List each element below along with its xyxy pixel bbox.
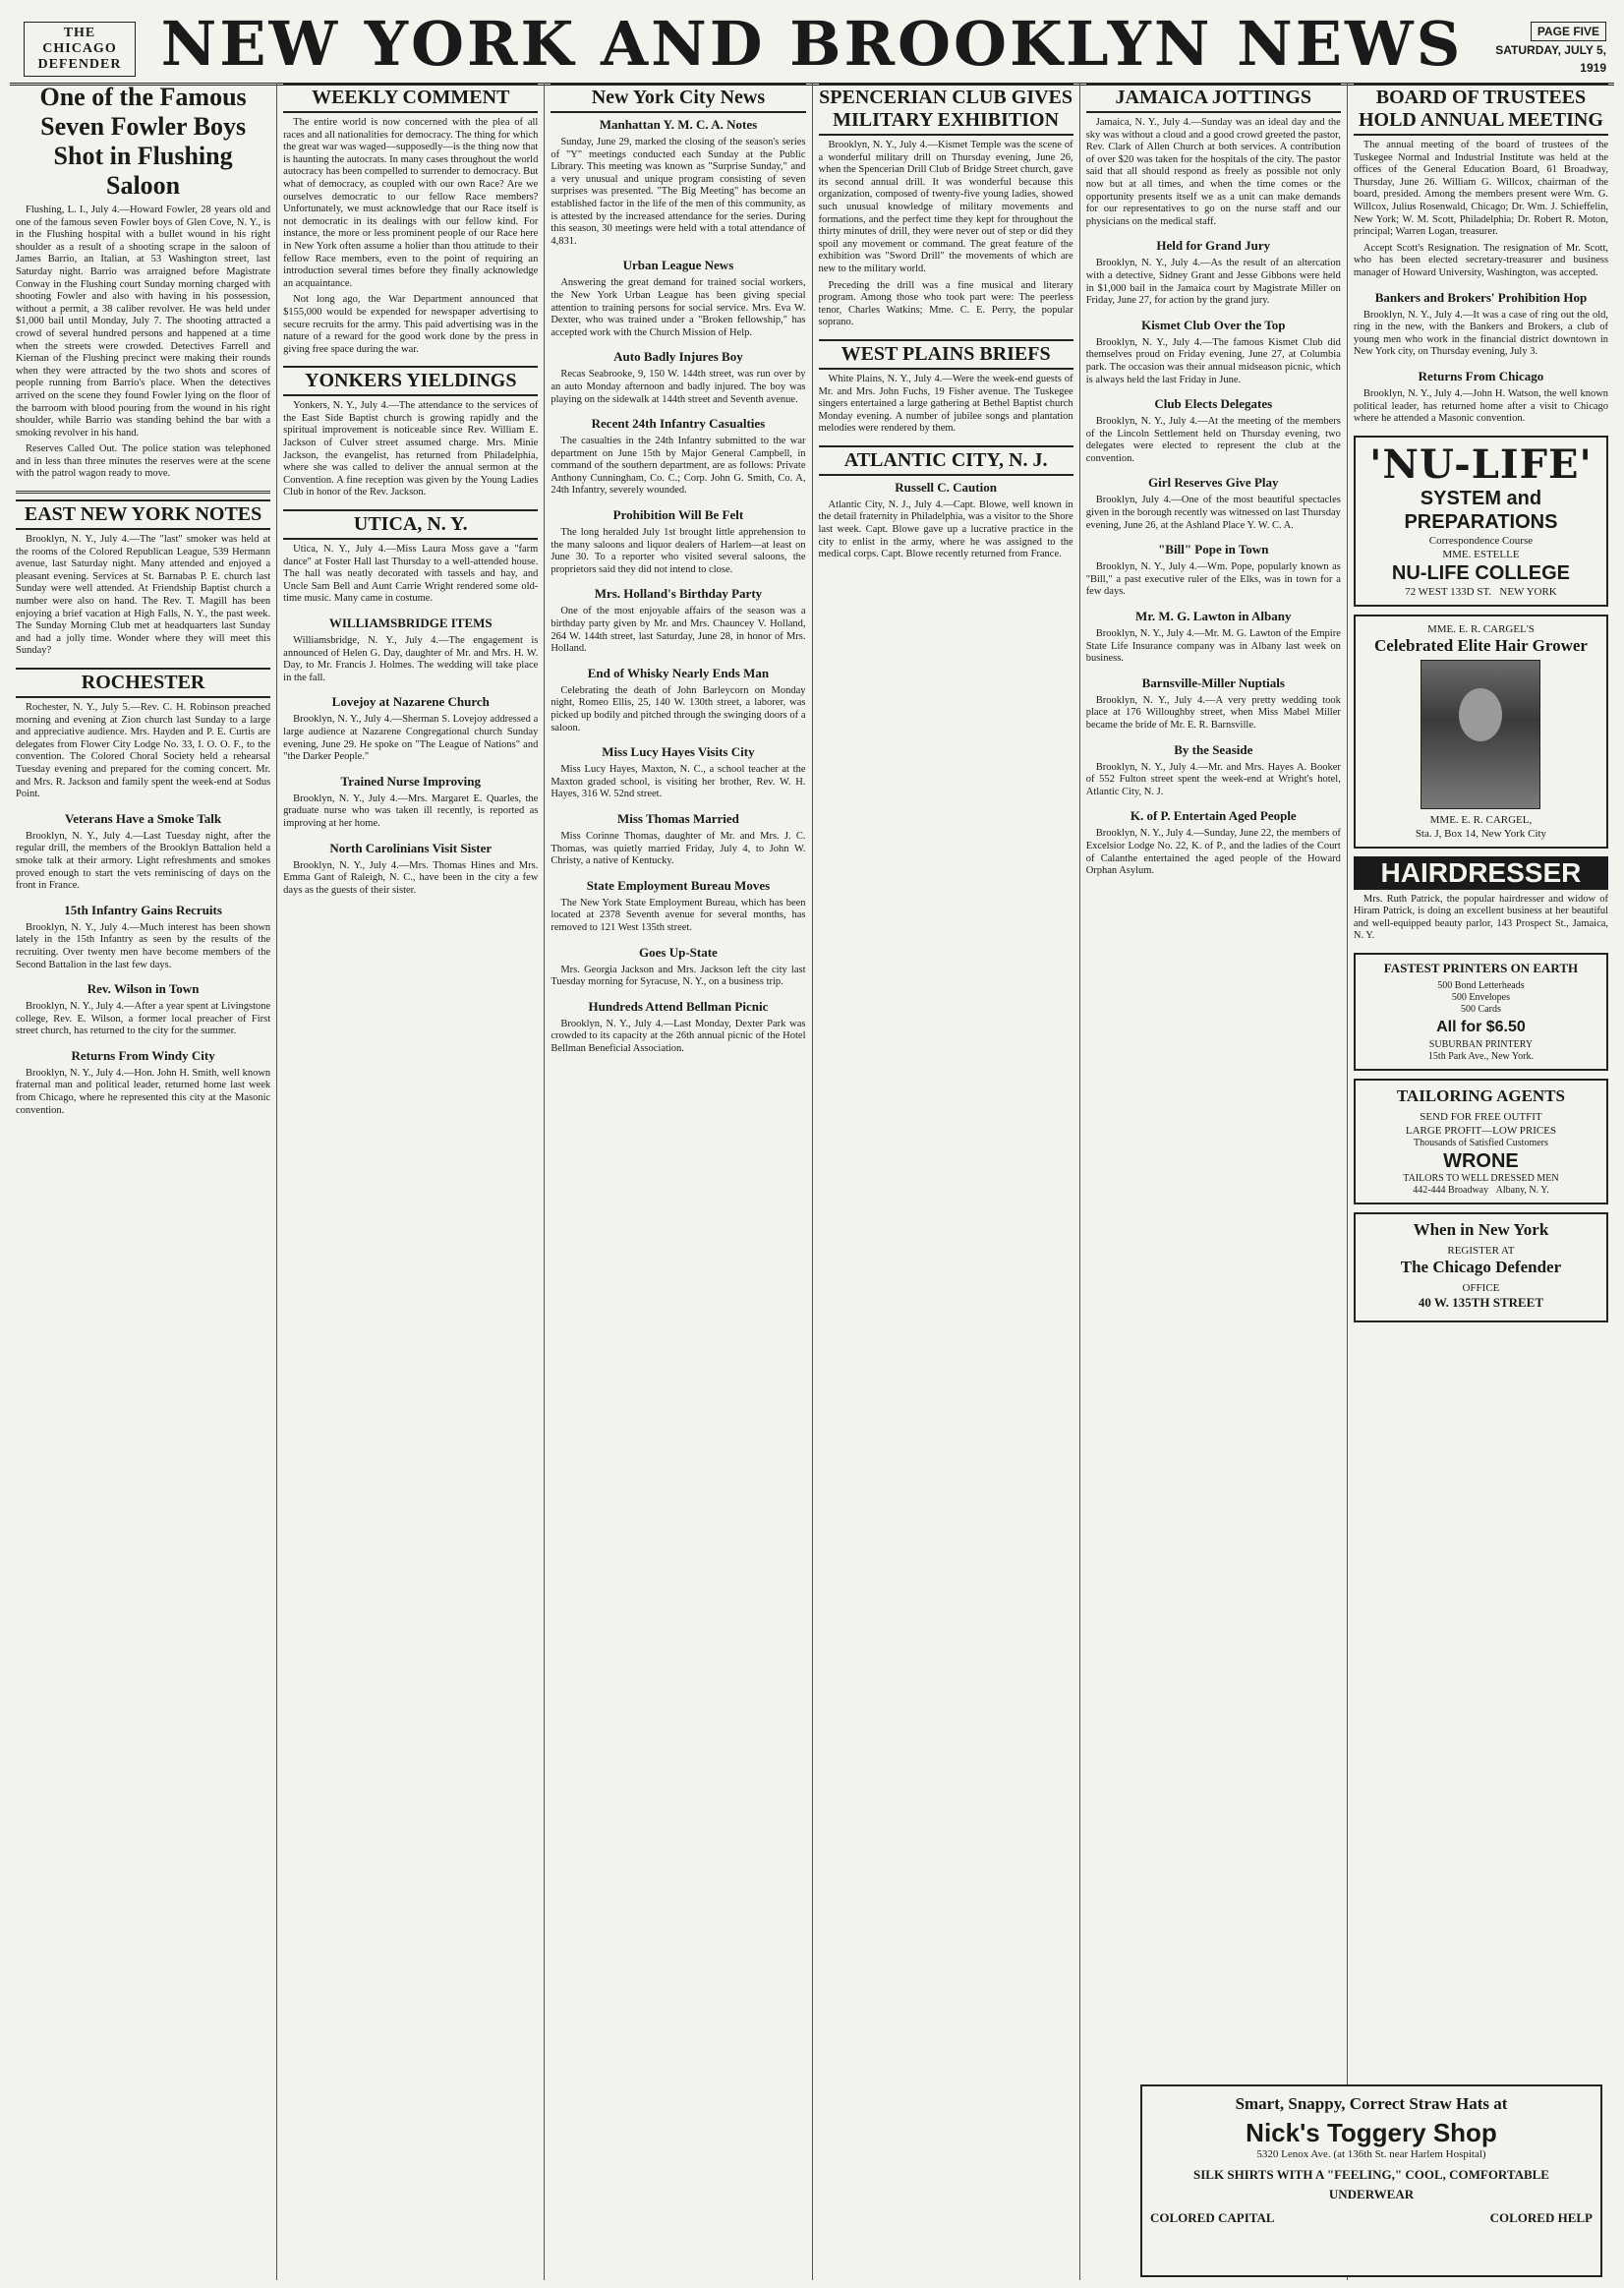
headline: One of the Famous Seven Fowler Boys Shot in Flushing Saloon	[39, 83, 247, 200]
headline: Auto Badly Injures Boy	[613, 349, 743, 365]
paragraph: The annual meeting of the board of trustees of the Tuskegee Normal and Industrial Institute was held at the offices of the General Education Board, 61 Broadway, Thursday, June 26. William G. Willcox, chairman of the board, presided. Among the members present were Wm. G. Willcox, Julius Rosenwald, Chicago; Dr. Wm. J. Schieffelin, New York; W. M. Scott, Philadelphia; Dr. Robert R. Moton, principal; Warren Logan, treasurer.	[1353, 140, 1609, 238]
paragraph: Brooklyn, N. Y., July 4.—As the result of an altercation with a detective, Sidney Grant and Jesse Gibbons were held in $1,000 bail in the Jamaica court by Magistrate Miller on Friday, June 27, for action by the grand jury.	[1085, 258, 1341, 307]
headline: WILLIAMSBRIDGE ITEMS	[328, 616, 493, 630]
headline: ATLANTIC CITY, N. J.	[819, 445, 1073, 476]
headline: WEST PLAINS BRIEFS	[819, 339, 1073, 370]
ad-brand: WRONE	[1443, 1150, 1519, 1173]
article	[1086, 83, 1341, 228]
paragraph: Brooklyn, N. Y., July 4.—After a year spent at Livingstone college, Rev. E. Wilson, a former local preacher of First street church, has returned to the city for the summer.	[16, 1001, 271, 1037]
headline: New York City News	[551, 83, 805, 113]
article	[283, 83, 538, 356]
ad-line: NU-LIFE COLLEGE	[1391, 561, 1570, 584]
paragraph: White Plains, N. Y., July 4.—Were the week-end guests of Mr. and Mrs. John Fuchs, 19 Fisher avenue. The Tuskegee singers entertained a large gathering at Bethel Baptist church Monday evening. A number of jubilee songs and plantation melodies were rendered by them.	[818, 373, 1073, 435]
article	[283, 616, 538, 684]
ad-line: MME. ESTELLE	[1442, 548, 1520, 560]
ad-address: 15th Park Ave., New York.	[1427, 1051, 1534, 1063]
headline: Returns From Chicago	[1418, 368, 1544, 383]
ad-head: TAILORING AGENTS	[1396, 1086, 1566, 1106]
paragraph: Brooklyn, N. Y., July 4.—The famous Kismet Club did themselves proud on Friday evening, June 27, at Columbia park. The occasion was their annual midseason picnic, which is always held the last Friday in June.	[1085, 336, 1341, 385]
ad-hairdresser	[1354, 856, 1608, 943]
paragraph: Brooklyn, N. Y., July 4.—The "last" smoker was held at the rooms of the Colored Republican League, 539 Hermann avenue, last Saturday night. Many attended and enjoyed a pleasant evening. Services at St. Barnabas P. E. church last Sunday were well attended. At Friendship Baptist church a number were also on hand. The Rev. T. Magill has been enjoying a brief vacation at High Falls, N. Y., the past week. The Sunday Morning Club met at headquarters last Sunday and had a jolly time. Wonder where they will meet this Sunday?	[16, 534, 271, 657]
headline: Barnsville-Miller Nuptials	[1141, 675, 1285, 690]
ad-city: NEW YORK	[1499, 585, 1557, 598]
divider	[16, 491, 270, 494]
headline: BOARD OF TRUSTEES HOLD ANNUAL MEETING	[1354, 83, 1608, 136]
paragraph: One of the most enjoyable affairs of the season was a birthday party given by Mr. and Mrs. Chauncey V. Holland, 264 W. 144th street, last Saturday, June 28, in honor of Mrs. Holland.	[551, 606, 806, 655]
headline: Bankers and Brokers' Prohibition Hop	[1374, 289, 1588, 305]
paragraph: The entire world is now concerned with the plea of all races and all nationalities for democracy. The thing for which the great war was waged—supposedly—is the thing now that is haunting the autocrats. In many cases throughout the world autocracy has been compelled to surrender to democracy. But what of democracy, as coupled with our own Race? Are we ourselves democratic to our fellow Race members? Unfortunately, we must acknowledge that our Race itself is not democratic in its dealings with our fellow kind. For instance, the more or less prominent people of our Race here in New York often assume a holier than thou attitude to their fellow Race members, even to the point of requiring an introduction several times before they finally acknowledge an acquaintance.	[283, 117, 539, 289]
article	[16, 1048, 270, 1117]
headline: Girl Reserves Give Play	[1148, 475, 1279, 491]
headline: Recent 24th Infantry Casualties	[591, 416, 766, 432]
article	[283, 841, 538, 898]
ad-line: 500 Bond Letterheads	[1437, 980, 1525, 992]
headline: By the Seaside	[1174, 741, 1253, 757]
ad-line: Correspondence Course	[1428, 534, 1534, 547]
paragraph: Brooklyn, July 4.—One of the most beautiful spectacles given in the borough recently was witnessed on last Thursday evening, June 26, at the Ashland Place Y. W. C. A.	[1085, 495, 1341, 531]
ad-city: Albany, N. Y.	[1495, 1185, 1549, 1197]
headline: Rev. Wilson in Town	[87, 981, 200, 997]
headline: North Carolinians Visit Sister	[329, 840, 493, 855]
paragraph: Brooklyn, N. Y., July 4.—John H. Watson, the well known political leader, has returned home after a visit to Chicago where he attended a Masonic convention.	[1353, 387, 1609, 425]
paragraph: Answering the great demand for trained social workers, the New York Urban League has been giving special attention to training persons for social service. Mrs. Eva W. Dexter, who was trained under a "Broken fellowship," has accepted work with the Church Mission of Help.	[551, 277, 806, 338]
article	[551, 811, 805, 868]
article	[1086, 675, 1341, 733]
headline: SPENCERIAN CLUB GIVES MILITARY EXHIBITION	[819, 83, 1073, 136]
ad-line: When in New York	[1413, 1220, 1549, 1240]
ad-head: FASTEST PRINTERS ON EARTH	[1383, 961, 1579, 976]
ad-cargel	[1354, 615, 1608, 849]
article	[551, 586, 805, 655]
ad-shop-name: Nick's Toggery Shop	[1246, 2118, 1497, 2147]
article	[1086, 238, 1341, 307]
paragraph: Atlantic City, N. J., July 4.—Capt. Blowe, well known in the detail fraternity in Philadelphia, was a visitor to the Shore last week. Capt. Blowe gave up a lucrative practice in the city to enlist in the army, where he was assigned to the medical corps. Capt. Blowe recently returned from France.	[818, 499, 1073, 560]
paragraph: Brooklyn, N. Y., July 4.—It was a case of ring out the old, ring in the new, with the Bankers and Brokers, a club of young men who work in the financial district downtown in New York city, on Thursday evening, July 3.	[1353, 309, 1609, 358]
headline: Goes Up-State	[639, 944, 718, 960]
article	[551, 999, 805, 1056]
headline: K. of P. Entertain Aged People	[1130, 808, 1297, 824]
ad-line: 40 W. 135TH STREET	[1418, 1295, 1544, 1311]
headline: 15th Infantry Gains Recruits	[64, 902, 222, 917]
headline: Club Elects Delegates	[1154, 396, 1273, 412]
page-title: NEW YORK AND BROOKLYN NEWS	[160, 8, 1464, 80]
column-5	[1080, 83, 1348, 2280]
ad-line: Smart, Snappy, Correct Straw Hats at	[1235, 2094, 1508, 2113]
headline: Mr. M. G. Lawton in Albany	[1135, 609, 1292, 624]
article	[283, 774, 538, 831]
column-4	[813, 83, 1080, 2280]
article	[16, 499, 270, 658]
paragraph: Brooklyn, N. Y., July 4.—Last Monday, Dexter Park was crowded to its capacity at the 26th annual picnic of the Hotel Bellman Beneficial Association.	[551, 1018, 806, 1054]
ad-line: TAILORS TO WELL DRESSED MEN	[1403, 1173, 1559, 1185]
article	[283, 509, 538, 606]
headline: JAMAICA JOTTINGS	[1086, 83, 1341, 113]
article	[1086, 742, 1341, 799]
ad-footer-right: COLORED HELP	[1489, 2210, 1593, 2225]
headline: End of Whisky Nearly Ends Man	[587, 665, 770, 680]
article	[551, 507, 805, 576]
headline: State Employment Bureau Moves	[586, 877, 771, 893]
article	[1086, 609, 1341, 666]
headline: Lovejoy at Nazarene Church	[331, 694, 490, 710]
ad-line: 500 Cards	[1461, 1004, 1501, 1016]
paragraph: The long heralded July 1st brought little apprehension to the many saloons and liquor dealers of Harlem—at least on June 30. To a reporter who visited several saloons, the proprietors said they did not intend to close.	[551, 527, 806, 575]
article	[551, 945, 805, 989]
paragraph: Recas Seabrooke, 9, 150 W. 144th street, was run over by an auto Monday afternoon and badly injured. The boy was playing on the sidewalk at 144th street and Seventh avenue.	[551, 369, 806, 405]
paragraph: Brooklyn, N. Y., July 4.—Much interest has been shown lately in the 15th Infantry as seen by the results of the recruiting. Over twenty men have become members of the Second Battalion in the last few days.	[16, 921, 271, 970]
article	[16, 811, 270, 893]
paragraph: Celebrating the death of John Barleycorn on Monday night, Romeo Ellis, 25, 140 W. 130th street, a laborer, was picked up bodily and pitched through the swinging doors of a saloon.	[551, 684, 806, 733]
paragraph: Rochester, N. Y., July 5.—Rev. C. H. Robinson preached morning and evening at Zion church last Sunday to a large and appreciative audience. Mrs. Hayden and P. E. Curtis are delegates from Flower City Lodge No. 33, I. O. O. F., to the convention. The Colored Choral Society held a rehearsal Tuesday evening and prepared for the coming concert. Mr. and Mrs. R. Jackson and family spent the week-end at Sodus Point.	[16, 702, 271, 800]
headline: Miss Thomas Married	[616, 810, 739, 826]
subheadline: Russell C. Caution	[895, 479, 997, 495]
headline: Returns From Windy City	[71, 1047, 215, 1063]
article	[551, 258, 805, 339]
ad-footer-left: COLORED CAPITAL	[1150, 2210, 1275, 2225]
ad-line: Thousands of Satisfied Customers	[1413, 1138, 1548, 1149]
ad-line: SILK SHIRTS WITH A "FEELING," COOL, COMFORTABLE	[1193, 2167, 1549, 2182]
masthead	[10, 6, 1614, 86]
headline: "Bill" Pope in Town	[1158, 542, 1269, 557]
article	[551, 878, 805, 935]
ad-head: HAIRDRESSER	[1354, 856, 1608, 890]
article	[551, 744, 805, 801]
paragraph: Yonkers, N. Y., July 4.—The attendance to the services of the East Side Baptist church is growing rapidly and the spiritual improvement is noticeable since Rev. William E. Jackson of Culver street assumed charge. Mrs. Minie Jackson, the evangelist, has returned from Philadelphia, where she was called to deliver the annual sermon at the Convention. A fine reception was given by the Young Ladies Club in honor of the Rev. Jackson.	[283, 400, 539, 499]
article	[1086, 475, 1341, 532]
paragraph: Reserves Called Out. The police station was telephoned and in less than three minutes the reserves were at the scene with the patrol wagon ready to move.	[16, 443, 271, 480]
column-2	[277, 83, 545, 2280]
columns	[10, 83, 1614, 2280]
headline: Held for Grand Jury	[1156, 238, 1271, 254]
issue-date: SATURDAY, JULY 5, 1919	[1495, 43, 1606, 75]
paragraph: Brooklyn, N. Y., July 4.—Sunday, June 22, the members of Excelsior Lodge No. 22, K. of P., and the ladies of the Court of Calanthe entertained the aged people of the Howard Orphan Asylum.	[1085, 828, 1341, 877]
ad-line: SYSTEM and	[1420, 487, 1542, 509]
article	[1354, 290, 1608, 359]
paragraph: The casualties in the 24th Infantry submitted to the war department on June 15th by Major General Campbell, in command of the southern department, are as follows: Private Anthony Cunningham, Co. C.; Corp. John G. Smith, Co. A, 24th Infantry, severely wounded.	[551, 436, 806, 497]
paragraph: Mrs. Georgia Jackson and Mrs. Jackson left the city last Tuesday morning for Syracuse, N. Y., on a business trip.	[551, 964, 806, 988]
headline: Hundreds Attend Bellman Picnic	[588, 998, 769, 1014]
ad-address-row	[1362, 585, 1600, 599]
article	[819, 339, 1073, 436]
paragraph: Brooklyn, N. Y., July 4.—Wm. Pope, popularly known as "Bill," a past executive ruler of the Elks, was in town for a few days.	[1085, 561, 1341, 598]
ad-nicks-toggery	[1140, 2084, 1602, 2277]
ad-line: The Chicago Defender	[1400, 1258, 1562, 1277]
article	[819, 445, 1073, 561]
headline: Urban League News	[622, 258, 734, 273]
ad-nu-life	[1354, 436, 1608, 607]
paragraph: Brooklyn, N. Y., July 4.—At the meeting of the members of the Lincoln Settlement held on Thursday evening, two delegates were elected to represent the club at the convention.	[1085, 416, 1341, 464]
ad-head: MME. E. R. CARGEL'S	[1426, 622, 1535, 635]
paragraph: Accept Scott's Resignation. The resignation of Mr. Scott, who has been elected secretary-treasurer and business manager of Howard University, Washington, was accepted.	[1353, 242, 1609, 278]
ad-line: OFFICE	[1462, 1282, 1500, 1295]
ad-firm: SUBURBAN PRINTERY	[1428, 1039, 1534, 1051]
column-1	[10, 83, 277, 2280]
paragraph: Brooklyn, N. Y., July 4.—Hon. John H. Smith, well known fraternal man and political leader, returned home last week from Chicago, where he represented this city at the Masonic convention.	[16, 1067, 271, 1116]
paragraph: Brooklyn, N. Y., July 4.—Sherman S. Lovejoy addressed a large audience at Nazarene Congregational church Sunday evening, June 29. He spoke on "The League of Nations" and "the Darker People."	[283, 714, 539, 763]
ad-name: MME. E. R. CARGEL,	[1429, 813, 1533, 826]
subheadline: Manhattan Y. M. C. A. Notes	[599, 117, 758, 132]
headline: Prohibition Will Be Felt	[612, 507, 744, 523]
article	[551, 349, 805, 406]
portrait-photo	[1421, 660, 1540, 809]
headline: EAST NEW YORK NOTES	[16, 499, 270, 530]
paragraph: Flushing, L. I., July 4.—Howard Fowler, 28 years old and one of the famous seven Fowler boys of Glen Cove, N. Y., is in the Flushing hospital with a bullet wound in his right shoulder as a result of a shooting scrape in the saloon of James Barrio, an Italian, at 53 Washington street, last Saturday night. Barrio was arraigned before Magistrate Conway in the Flushing court Sunday morning charged with shooting Fowler and also with having in his possession, without a permit, a 38 caliber revolver. He was held under $1,000 bail until Monday, July 7. The shooting attracted a crowd of several hundred persons and happened at a time when the streets were crowded. Detectives Farrell and Kiernan of the Flushing precinct were making their rounds when they were attracted by the two shots and scores of people running from Barrio's place. When the detectives arrived on the scene they found Fowler lying on the floor of the barroom with blood pouring from the wound in his right shoulder, while Barrio was standing behind the bar with a smoking revolver in his hand.	[16, 205, 271, 439]
article	[819, 83, 1073, 329]
paragraph: Preceding the drill was a fine musical and literary program. Among those who took part were: The peerless tenor, Charles Watkins; Mme. C. E. Perry, the popular soprano.	[818, 279, 1073, 328]
article	[16, 83, 270, 481]
ad-line: SEND FOR FREE OUTFIT	[1420, 1111, 1542, 1124]
paragraph: Miss Corinne Thomas, daughter of Mr. and Mrs. J. C. Thomas, was quietly married Friday, July 4, to John W. Christy, a native of Kentucky.	[551, 830, 806, 867]
article	[1354, 83, 1608, 280]
article	[283, 694, 538, 763]
paragraph: Brooklyn, N. Y., July 4.—Mrs. Thomas Hines and Mrs. Emma Gant of Raleigh, N. C., have been in the city a few days as the guests of their sister.	[283, 859, 539, 896]
headline: ROCHESTER	[16, 668, 270, 698]
paragraph: Brooklyn, N. Y., July 4.—Mr. M. G. Lawton of the Empire State Life Insurance company was in Albany last week on business.	[1085, 628, 1341, 665]
paragraph: Mrs. Ruth Patrick, the popular hairdresser and widow of Hiram Patrick, is doing an excellent business at her beautiful and well-equipped beauty parlor, 143 Prospect St., Jamaica, N. Y.	[1353, 893, 1609, 942]
column-3	[545, 83, 812, 2280]
ad-line: LARGE PROFIT—LOW PRICES	[1405, 1125, 1557, 1138]
paragraph: Williamsbridge, N. Y., July 4.—The engagement is announced of Helen G. Day, daughter of Mr. and Mrs. H. W. Day, to Mr. Francis J. Holmes. The wedding will take place in the fall.	[283, 635, 539, 683]
ear-left-line: DEFENDER	[37, 57, 122, 72]
ear-left-line: THE CHICAGO	[42, 26, 117, 56]
ad-printers	[1354, 953, 1608, 1071]
paragraph: Miss Lucy Hayes, Maxton, N. C., a school teacher at the Maxton graded school, is visiting her brother, Rev. W. H. Hayes, 316 W. 52nd street.	[551, 764, 806, 800]
article	[1354, 369, 1608, 426]
article	[16, 981, 270, 1038]
paragraph: Brooklyn, N. Y., July 4.—Kismet Temple was the scene of a wonderful military drill on Thursday evening, June 26, when the Spencerian Drill Club of Bridge Street church, gave its second annual drill. It was wonderful because this organization, composed of twenty-five young ladies, showed such unusual knowledge of military movements and formations, and the perfect time they kept for throughout the thirty minutes of drill, they were never out of step or did they spoil any movement or command. The great feature of the exhibition was "Sword Drill" the movements of which are new to the military world.	[818, 140, 1073, 274]
ad-footer-row	[1150, 2210, 1593, 2230]
article	[16, 903, 270, 971]
headline: Trained Nurse Improving	[340, 773, 482, 789]
column-6	[1348, 83, 1614, 2280]
article	[1086, 318, 1341, 386]
ad-subhead: Celebrated Elite Hair Grower	[1373, 635, 1588, 655]
ad-tailoring	[1354, 1079, 1608, 1204]
paragraph: Not long ago, the War Department announced that $155,000 would be expended for newspaper advertising to secure recruits for the army. This paid advertising was in the nature of a reward for the good work done by the press in giving free space during the war.	[283, 294, 539, 355]
ad-line: REGISTER AT	[1447, 1245, 1515, 1258]
ad-line: 500 Envelopes	[1451, 992, 1511, 1004]
paragraph: Brooklyn, N. Y., July 4.—Mrs. Margaret E. Quarles, the graduate nurse who was taken ill recently, is reported as improving at her home.	[283, 792, 539, 829]
article	[1086, 396, 1341, 465]
headline: Mrs. Holland's Birthday Party	[594, 586, 763, 602]
ad-address-row	[1362, 1185, 1600, 1197]
ad-address: 5320 Lenox Ave. (at 136th St. near Harlem Hospital)	[1256, 2148, 1486, 2160]
ear-right	[1490, 22, 1606, 77]
headline: WEEKLY COMMENT	[283, 83, 538, 113]
ear-left	[24, 22, 136, 77]
article	[16, 668, 270, 801]
headline: Miss Lucy Hayes Visits City	[602, 744, 755, 760]
ad-address: 442-444 Broadway	[1413, 1185, 1489, 1197]
article	[283, 366, 538, 499]
ad-price: All for $6.50	[1436, 1019, 1526, 1036]
paragraph: The New York State Employment Bureau, which has been located at 2378 Seventh avenue for several months, has removed to 121 West 135th street.	[551, 897, 806, 933]
ad-register	[1354, 1212, 1608, 1322]
paragraph: Sunday, June 29, marked the closing of the season's series of "Y" meetings conducted each Sunday at the Public Library. This meeting was known as "Surprise Sunday," and a very unusual and unique program consisting of seven surprises was presented. "The Big Meeting" has become an established factor in the life of the men of this community, as is attested by the increased attendance for the series. During this season, 30 meetings were held with a total attendance of 4,831.	[551, 137, 806, 247]
article	[551, 666, 805, 734]
headline: Veterans Have a Smoke Talk	[65, 810, 222, 826]
paragraph: Utica, N. Y., July 4.—Miss Laura Moss gave a "farm dance" at Foster Hall last Thursday to a well-attended house. The hall was neatly decorated with tassels and hay, and Uncle Sam Bell and Aunt Carrie Wright rendered some old-time music. Many came in costume.	[283, 544, 539, 605]
ad-brand: 'NU-LIFE'	[1369, 440, 1593, 488]
ad-address: 72 WEST 133D ST.	[1405, 585, 1492, 598]
ad-address: Sta. J, Box 14, New York City	[1415, 827, 1547, 840]
headline: UTICA, N. Y.	[283, 509, 538, 540]
headline: Kismet Club Over the Top	[1141, 317, 1286, 332]
paragraph: Jamaica, N. Y., July 4.—Sunday was an ideal day and the sky was without a cloud and a good crowd greeted the pastor, Rev. Clark of Allen Church at both services. A contribution of over $20 was taken for the hospitals of the city. The pastor said that all should respond as freely as possible not only now but at all times, and when the time comes or the opportunity presents itself we as a unit can make demands for our representatives to go on the nurse staff and our physicians on the medical staff.	[1085, 117, 1341, 227]
paragraph: Brooklyn, N. Y., July 4.—Mr. and Mrs. Hayes A. Booker of 552 Fulton street spent the week-end at Wright's hotel, Atlantic City, N. J.	[1085, 761, 1341, 797]
ad-line: PREPARATIONS	[1404, 510, 1558, 533]
article	[1086, 808, 1341, 877]
paragraph: Brooklyn, N. Y., July 4.—Last Tuesday night, after the regular drill, the members of the Brooklyn Battalion held a smoke talk at their armory. Light refreshments and smokes proved enough to start the vets reminiscing of days on the front in France.	[16, 830, 271, 892]
article	[551, 416, 805, 498]
article	[1086, 542, 1341, 599]
paragraph: Brooklyn, N. Y., July 4.—A very pretty wedding took place at 176 Willoughby street, when Miss Mabel Miller became the bride of Mr. E. R. Barnsville.	[1085, 694, 1341, 731]
ad-line: UNDERWEAR	[1328, 2187, 1415, 2201]
headline: YONKERS YIELDINGS	[283, 366, 538, 396]
page-number: PAGE FIVE	[1531, 22, 1606, 41]
article	[551, 83, 805, 248]
